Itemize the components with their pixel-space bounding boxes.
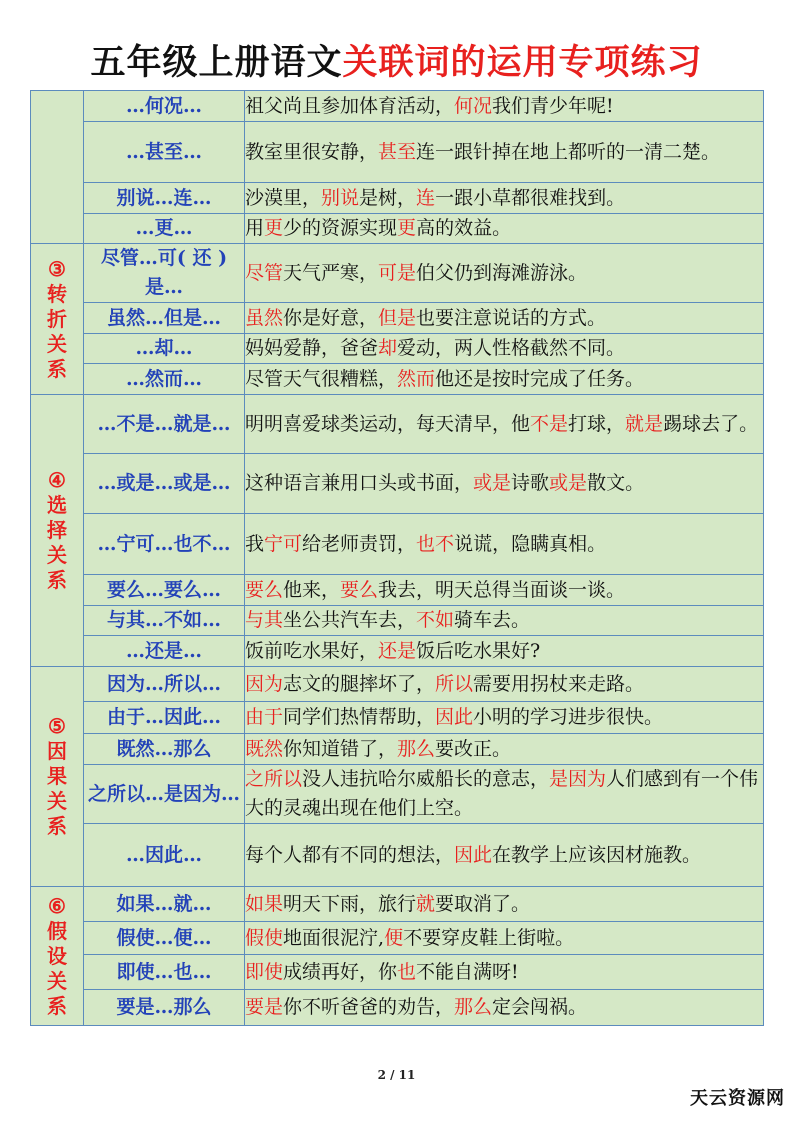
conjunction-highlight: 假使: [245, 926, 284, 949]
example-text: 沙漠里，: [245, 186, 322, 209]
conjunction-highlight: 不是: [530, 412, 569, 435]
keyword-cell: …或是…或是…: [84, 454, 245, 514]
keyword-cell: …何况…: [84, 91, 245, 122]
example-text: 需要用拐杖来走路。: [473, 672, 645, 695]
example-cell: [245, 183, 764, 214]
watermark: 天云资源网: [690, 1088, 785, 1109]
example-text: 天气严寒，: [283, 261, 379, 284]
keyword-cell: 之所以…是因为…: [84, 765, 245, 824]
example-cell: [245, 636, 764, 667]
conjunction-highlight: 要是: [245, 996, 284, 1018]
conjunction-highlight: 就: [416, 892, 436, 915]
page-number: 2 / 11: [377, 1068, 416, 1082]
conjunction-highlight: 更: [264, 217, 284, 239]
conjunction-highlight: 或是: [473, 472, 512, 494]
example-cell: [245, 824, 764, 887]
page-title: [0, 38, 793, 88]
example-text: 饭后吃水果好?: [416, 639, 541, 662]
example-text: 教室里很安静，: [245, 140, 379, 163]
example-text: 是树，: [359, 186, 417, 209]
table-row: [31, 990, 764, 1026]
example-text: 连一跟针掉在地上都听的一清二楚。: [416, 140, 721, 163]
keyword-cell: 如果…就…: [84, 887, 245, 922]
conjunction-highlight: 不如: [416, 609, 455, 631]
conjunction-highlight: 连: [416, 186, 436, 209]
conjunction-highlight: 那么: [454, 996, 493, 1018]
example-text: 爱动，两人性格截然不同。: [397, 337, 626, 359]
table-row: [31, 334, 764, 364]
conjunction-highlight: 但是: [378, 306, 417, 329]
keyword-cell: …却…: [84, 334, 245, 364]
example-text: 每个人都有不同的想法，: [245, 843, 455, 866]
example-cell: [245, 91, 764, 122]
example-text: 地面很泥泞,: [283, 926, 385, 949]
table-row: [31, 183, 764, 214]
example-cell: [245, 606, 764, 636]
keyword-cell: 与其…不如…: [84, 606, 245, 636]
conjunction-highlight: 便: [384, 926, 404, 949]
example-cell: [245, 734, 764, 765]
category-label: ⑤ 因 果 关 系: [47, 714, 67, 838]
conjunction-highlight: 或是: [549, 472, 588, 494]
table-row: [31, 395, 764, 454]
example-cell: [245, 395, 764, 454]
example-text: 诗歌: [511, 472, 550, 494]
category-label: ⑥ 假 设 关 系: [47, 893, 67, 1018]
example-text: 一跟小草都很难找到。: [435, 186, 626, 209]
conjunction-highlight: 就是: [625, 412, 664, 435]
example-cell: [245, 214, 764, 244]
table-row: [31, 667, 764, 702]
example-text: 要改正。: [435, 737, 512, 760]
keyword-cell: …不是…就是…: [84, 395, 245, 454]
keyword-cell: 要是…那么: [84, 990, 245, 1026]
example-text: 要取消了。: [435, 892, 531, 915]
conjunction-highlight: 还是: [378, 639, 417, 662]
example-text: 小明的学习进步很快。: [473, 706, 664, 728]
example-text: 祖父尚且参加体育活动，: [245, 94, 455, 117]
example-text: 不能自满呀!: [416, 960, 519, 983]
conjunction-highlight: 也: [397, 960, 417, 983]
category-cell: [31, 667, 84, 887]
example-text: 踢球去了。: [663, 412, 759, 435]
table-row: [31, 122, 764, 183]
conjunction-highlight: 由于: [245, 706, 284, 728]
example-text: 没人违抗哈尔威船长的意志，: [302, 768, 550, 790]
example-text: 尽管天气很糟糕，: [245, 367, 398, 390]
conjunction-highlight: 尽管: [245, 261, 284, 284]
conjunction-highlight: 更: [397, 217, 417, 239]
table-row: [31, 922, 764, 955]
keyword-cell: 尽管…可( 还 )是…: [84, 244, 245, 303]
keyword-cell: 虽然…但是…: [84, 303, 245, 334]
example-text: 他来，: [283, 578, 341, 601]
category-cell: [31, 395, 84, 667]
example-cell: [245, 922, 764, 955]
example-text: 你知道错了，: [283, 737, 398, 760]
category-cell: [31, 244, 84, 395]
table-row: [31, 91, 764, 122]
example-text: 骑车去。: [454, 609, 531, 631]
table-row: [31, 303, 764, 334]
example-text: 高的效益。: [416, 217, 512, 239]
keyword-cell: 别说…连…: [84, 183, 245, 214]
example-cell: [245, 702, 764, 734]
conjunction-highlight: 所以: [435, 672, 474, 695]
example-text: 定会闯祸。: [492, 996, 588, 1018]
keyword-cell: …宁可…也不…: [84, 514, 245, 575]
conjunction-highlight: 要么: [340, 578, 379, 601]
example-cell: [245, 955, 764, 990]
conjunction-highlight: 可是: [378, 261, 417, 284]
example-text: 打球，: [568, 412, 626, 435]
example-text: 他还是按时完成了任务。: [435, 367, 645, 390]
conjunction-highlight: 因此: [435, 706, 474, 728]
example-text: 少的资源实现: [283, 217, 398, 239]
example-text: 这种语言兼用口头或书面，: [245, 472, 474, 494]
example-cell: [245, 244, 764, 303]
keyword-cell: …因此…: [84, 824, 245, 887]
example-text: 人们感到有一个伟大的灵魂出现在他们上空。: [245, 768, 759, 819]
keyword-cell: …还是…: [84, 636, 245, 667]
conjunction-highlight: 别说: [321, 186, 360, 209]
table-row: [31, 734, 764, 765]
table-row: [31, 244, 764, 303]
example-text: 你是好意，: [283, 306, 379, 329]
example-cell: [245, 887, 764, 922]
table-row: [31, 765, 764, 824]
conjunction-highlight: 因为: [245, 672, 284, 695]
table-row: [31, 636, 764, 667]
conjunction-highlight: 宁可: [264, 532, 303, 555]
conjunction-highlight: 如果: [245, 892, 284, 915]
conjunction-highlight: 也不: [416, 532, 455, 555]
category-cell: [31, 887, 84, 1026]
conjunction-highlight: 即使: [245, 960, 284, 983]
conjunction-highlight: 虽然: [245, 306, 284, 329]
example-cell: [245, 575, 764, 606]
example-text: 不要穿皮鞋上街啦。: [403, 926, 575, 949]
conjunction-highlight: 既然: [245, 737, 284, 760]
title-part-1: 五年级上册语文: [90, 43, 343, 83]
table-row: [31, 887, 764, 922]
conjunction-highlight: 甚至: [378, 140, 417, 163]
conjunction-highlight: 要么: [245, 578, 284, 601]
conjunction-highlight: 之所以: [245, 768, 303, 790]
example-cell: [245, 364, 764, 395]
table-row: [31, 824, 764, 887]
example-text: 我去，明天总得当面谈一谈。: [378, 578, 626, 601]
example-text: 用: [245, 217, 265, 239]
example-text: 我: [245, 532, 265, 555]
conjunction-highlight: 因此: [454, 843, 493, 866]
example-text: 志文的腿摔坏了，: [283, 672, 436, 695]
keyword-cell: …更…: [84, 214, 245, 244]
example-cell: [245, 454, 764, 514]
table-row: [31, 514, 764, 575]
example-text: 明天下雨，旅行: [283, 892, 417, 915]
category-label: ③ 转 折 关 系: [47, 256, 67, 381]
example-cell: [245, 303, 764, 334]
example-cell: [245, 334, 764, 364]
keyword-cell: 假使…便…: [84, 922, 245, 955]
category-cell: [31, 91, 84, 244]
example-cell: [245, 990, 764, 1026]
example-cell: [245, 122, 764, 183]
example-text: 饭前吃水果好，: [245, 639, 379, 662]
table-row: [31, 606, 764, 636]
conjunction-highlight: 却: [378, 337, 398, 359]
keyword-cell: 要么…要么…: [84, 575, 245, 606]
example-text: 在教学上应该因材施教。: [492, 843, 702, 866]
example-text: 同学们热情帮助，: [283, 706, 436, 728]
example-text: 你不听爸爸的劝告，: [283, 996, 455, 1018]
example-text: 成绩再好，你: [283, 960, 398, 983]
conjunction-highlight: 何况: [454, 94, 493, 117]
example-text: 伯父仍到海滩游泳。: [416, 261, 588, 284]
example-text: 散文。: [587, 472, 645, 494]
category-label: ④ 选 择 关 系: [47, 468, 67, 592]
example-text: 妈妈爱静，爸爸: [245, 337, 379, 359]
keyword-cell: …甚至…: [84, 122, 245, 183]
table-row: [31, 364, 764, 395]
example-text: 也要注意说话的方式。: [416, 306, 607, 329]
keyword-cell: …然而…: [84, 364, 245, 395]
keyword-cell: 既然…那么: [84, 734, 245, 765]
table-row: [31, 955, 764, 990]
example-text: 给老师责罚，: [302, 532, 417, 555]
table-row: [31, 454, 764, 514]
conjunction-table: [30, 90, 764, 1026]
table-row: [31, 575, 764, 606]
table-row: [31, 214, 764, 244]
keyword-cell: 由于…因此…: [84, 702, 245, 734]
keyword-cell: 因为…所以…: [84, 667, 245, 702]
conjunction-highlight: 那么: [397, 737, 436, 760]
conjunction-highlight: 然而: [397, 367, 436, 390]
keyword-cell: 即使…也…: [84, 955, 245, 990]
example-cell: [245, 514, 764, 575]
example-text: 坐公共汽车去，: [283, 609, 417, 631]
conjunction-highlight: 与其: [245, 609, 284, 631]
example-cell: [245, 765, 764, 824]
example-text: 明明喜爱球类运动，每天清早，他: [245, 412, 531, 435]
table-row: [31, 702, 764, 734]
title-part-2: 关联词的运用专项练习: [342, 43, 703, 83]
example-text: 我们青少年呢!: [492, 94, 614, 117]
example-text: 说谎，隐瞒真相。: [454, 532, 607, 555]
conjunction-highlight: 是因为: [549, 768, 607, 790]
example-cell: [245, 667, 764, 702]
